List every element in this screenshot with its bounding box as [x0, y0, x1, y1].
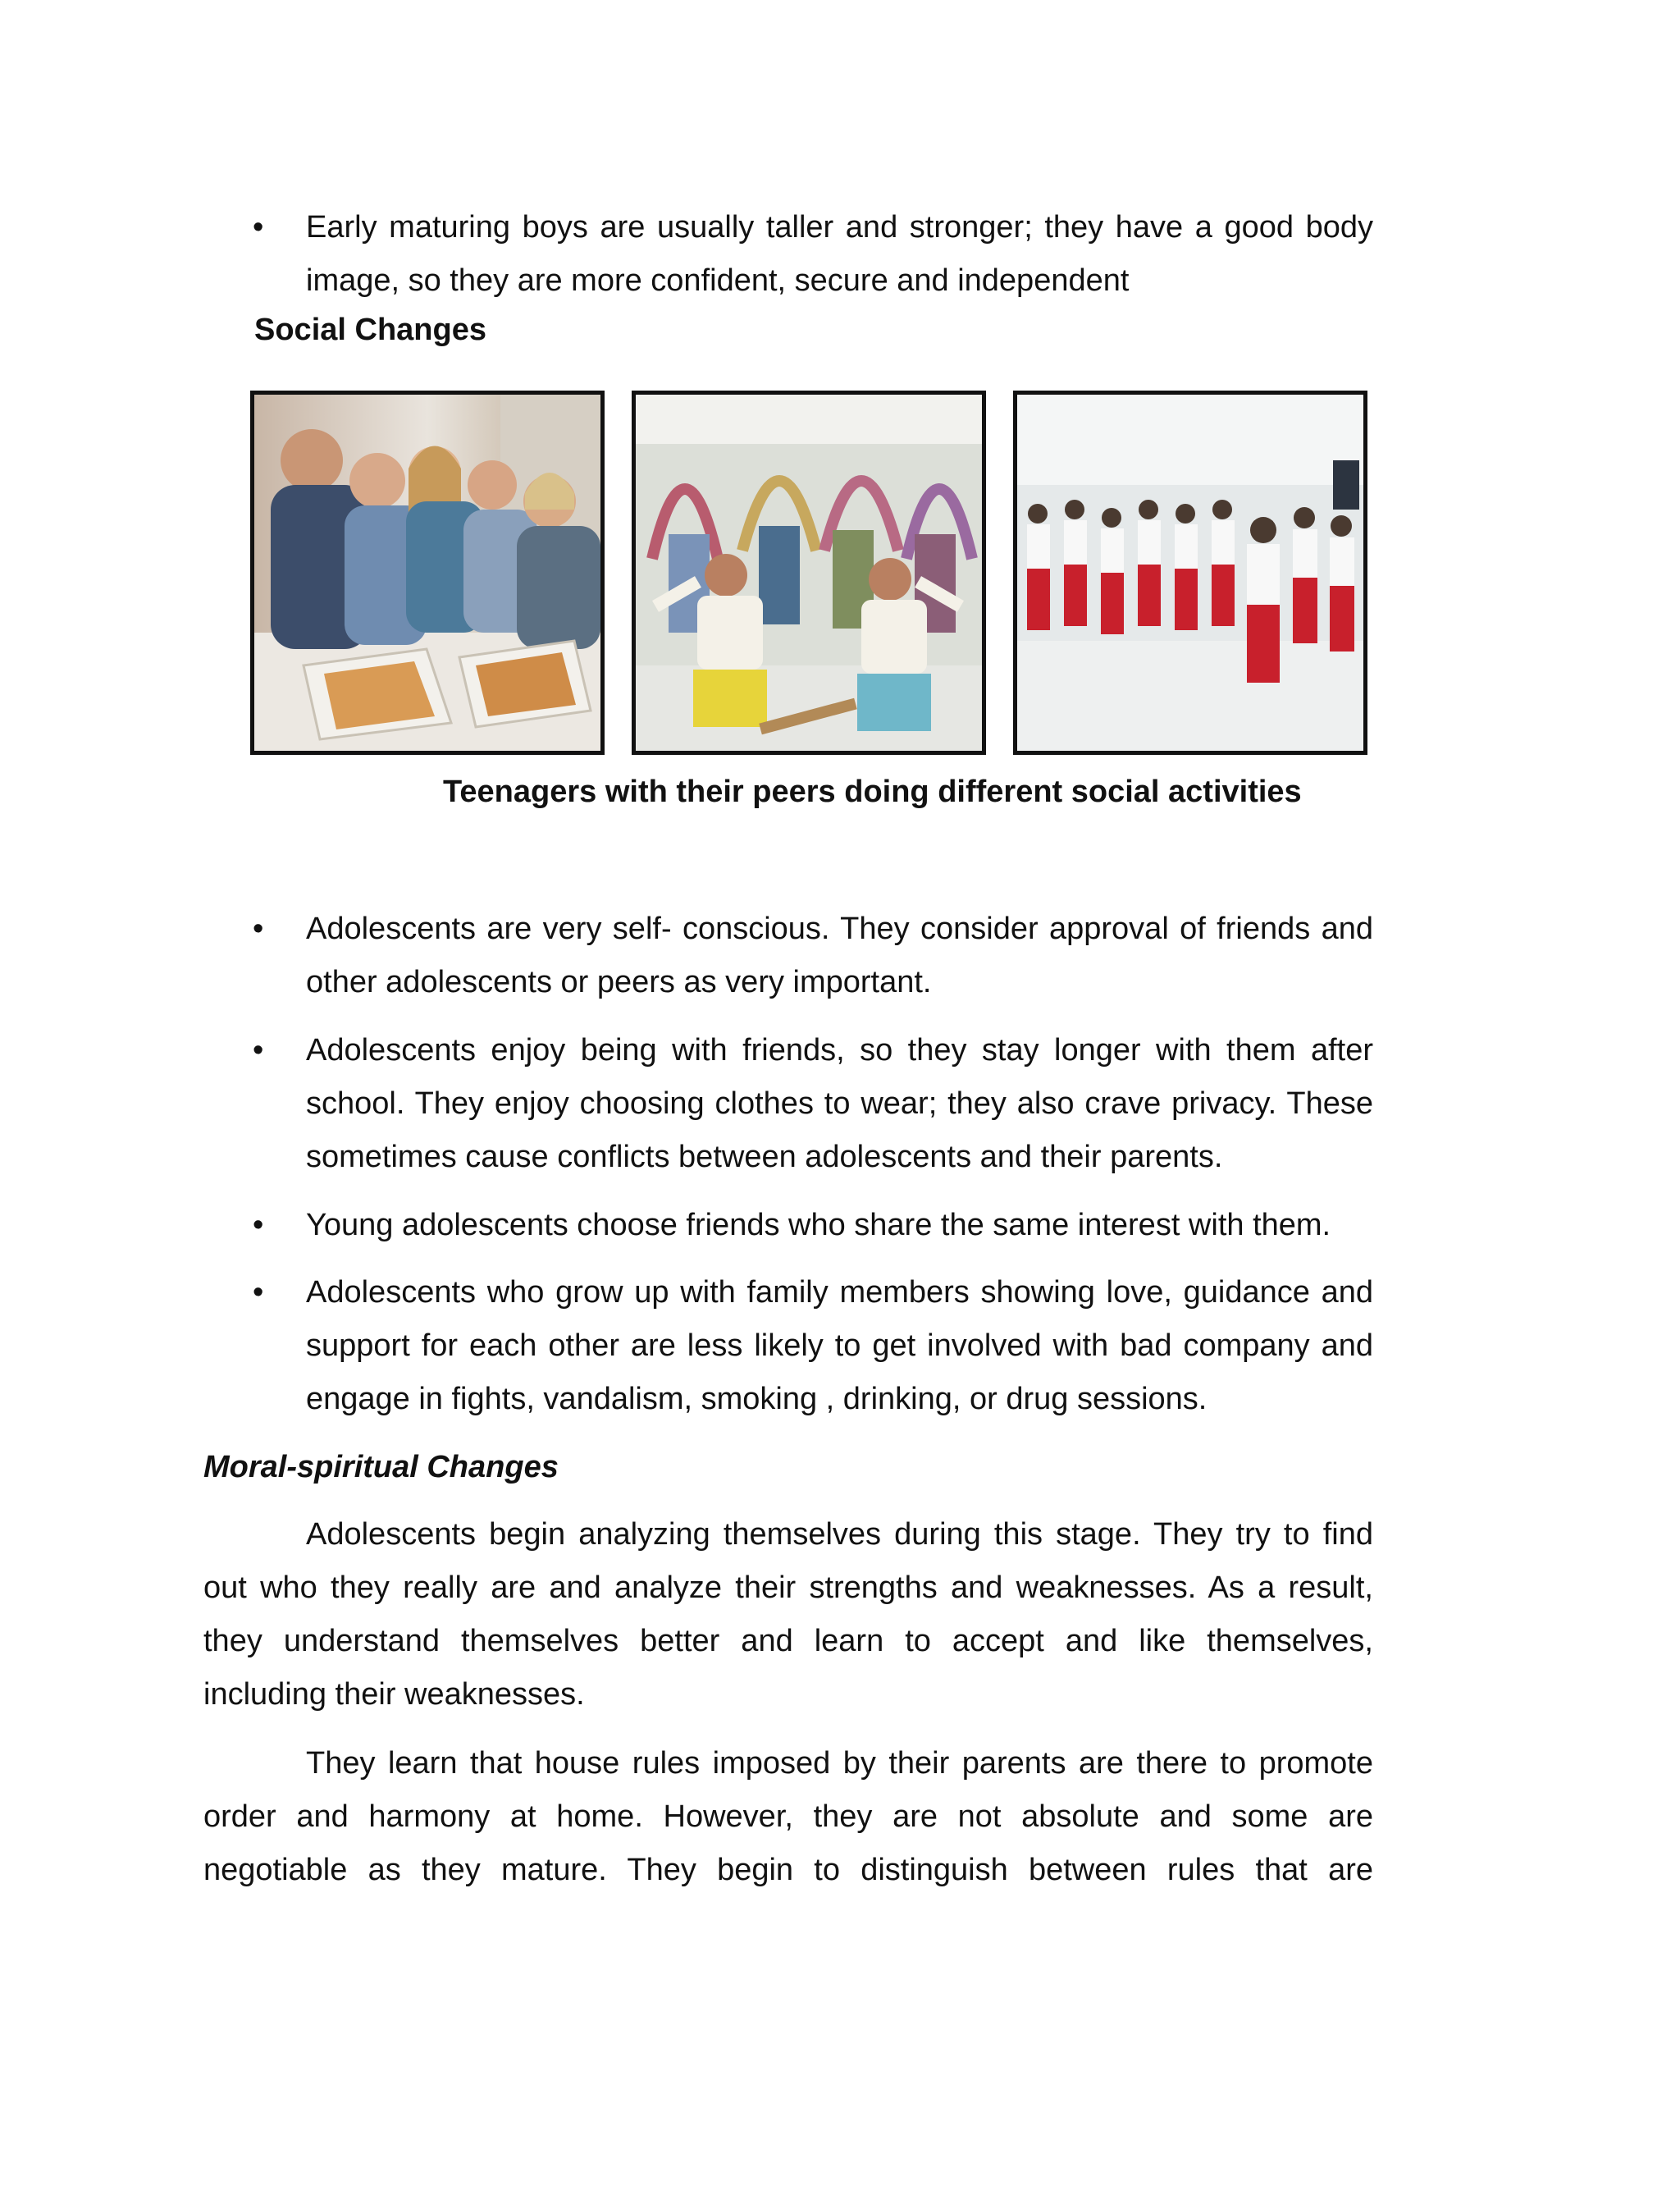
bullet-text: Adolescents enjoy being with friends, so they stay longer with them after school. They enjoy choosing clothes to wear; they also crave privacy. These sometimes cause conflicts between adolescents and their parents.	[306, 1033, 1373, 1174]
body-paragraph: Adolescents begin analyzing themselves during this stage. They try to find out who they really are and analyze their strengths and weaknesses. As a result, they understand themselves better and learn to accept and like themselves, including their weaknesses.	[203, 1517, 1373, 1712]
section-heading-social: Social Changes	[254, 313, 486, 347]
section-heading-moral-spiritual: Moral-spiritual Changes	[203, 1450, 559, 1484]
bullet-item	[254, 903, 1373, 1009]
friends-eating-pizza-photo	[250, 391, 605, 755]
bullet-glyph: •	[253, 912, 264, 946]
photo-caption: Teenagers with their peers doing different social activities	[443, 775, 1302, 809]
bullet-text: Young adolescents choose friends who share the same interest with them.	[306, 1208, 1331, 1242]
students-in-gym-uniforms-photo	[1013, 391, 1367, 755]
bullet-glyph: •	[253, 210, 264, 245]
bullet-item	[254, 1199, 1373, 1252]
bullet-item	[254, 201, 1373, 308]
bullet-glyph: •	[253, 1033, 264, 1068]
bullet-item	[254, 1266, 1373, 1426]
bullet-item	[254, 1024, 1373, 1184]
body-paragraph: They learn that house rules imposed by their parents are there to promote order and harmony at home. However, they are not absolute and some are negotiable as they mature. They begin to distinguish between rules that are	[203, 1746, 1373, 1887]
bullet-text: Adolescents who grow up with family members showing love, guidance and support for each other are less likely to get involved with bad company and engage in fights, vandalism, smoking , drinking, or drug sessions.	[306, 1275, 1373, 1416]
bullet-text: Adolescents are very self- conscious. They consider approval of friends and other adolescents or peers as very important.	[306, 912, 1373, 999]
bullet-glyph: •	[253, 1208, 264, 1242]
bullet-text: Early maturing boys are usually taller and stronger; they have a good body image, so they are more confident, secure and independent	[306, 210, 1373, 298]
folk-dance-performance-photo	[632, 391, 986, 755]
bullet-glyph: •	[253, 1275, 264, 1310]
